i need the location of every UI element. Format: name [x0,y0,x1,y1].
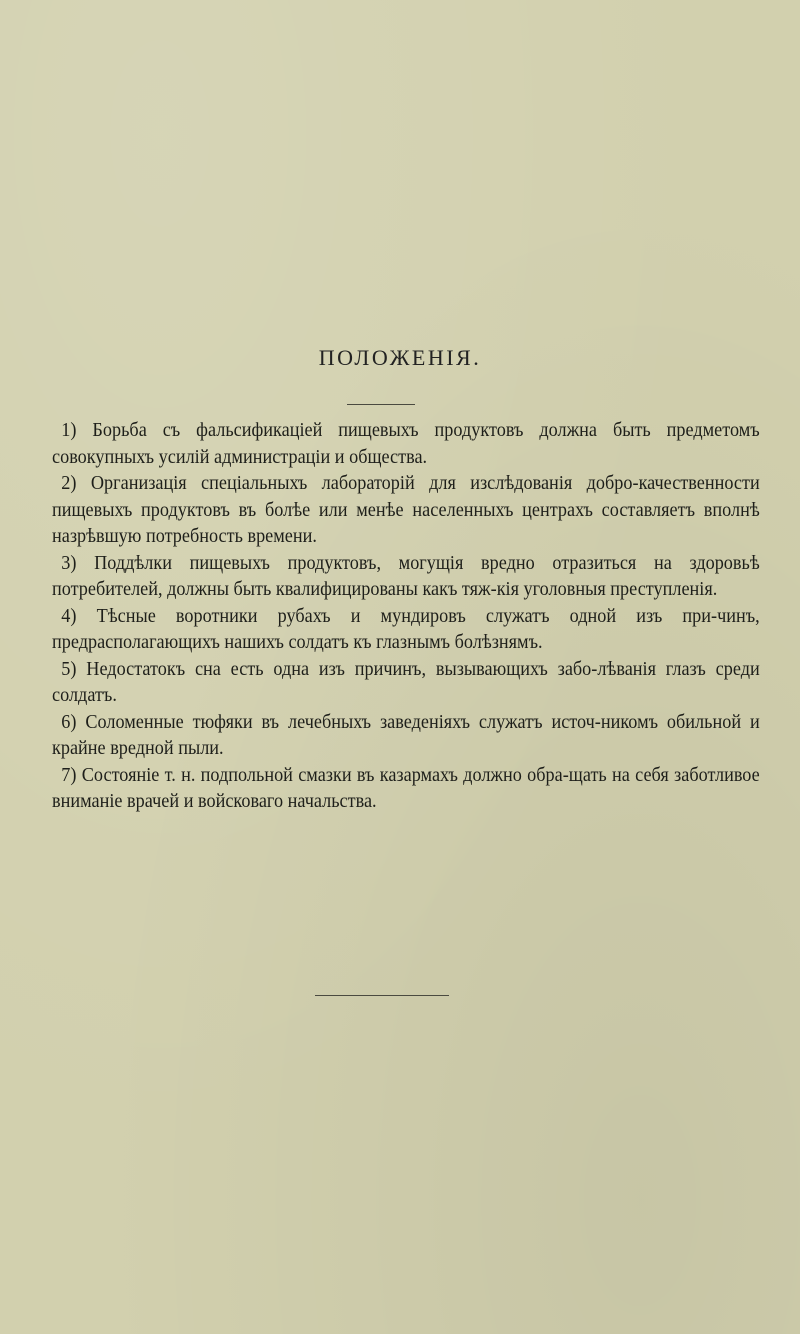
closing-divider [315,995,449,996]
thesis-item-3: 3) Поддѣлки пищевыхъ продуктовъ, могущiя вредно отразиться на здоровьѣ потребителей, должны быть квалифицированы какъ тяж-кiя уголовныя преступленiя. [52,552,760,600]
thesis-item-5: 5) Недостатокъ сна есть одна изъ причинъ, вызывающихъ забо-лѣванiя глазъ среди солдатъ. [52,658,760,706]
thesis-item-2: 2) Организацiя спецiальныхъ лабораторiй для изслѣдованiя добро-качественности пищевыхъ продуктовъ въ болѣе или менѣе населенныхъ центрахъ составляетъ вполнѣ назрѣвшую потребность времени. [52,473,760,547]
page-title: ПОЛОЖЕНIЯ. [318,345,482,370]
thesis-item-6: 6) Соломенные тюфяки въ лечебныхъ заведенiяхъ служатъ источ-никомъ обильной и крайне вредной пыли. [52,711,760,759]
theses-list [52,418,760,816]
thesis-item-7: 7) Состоянiе т. н. подпольной смазки въ казармахъ должно обра-щать на себя заботливое вниманiе врачей и войсковаго начальства. [52,764,760,812]
thesis-item-4: 4) Тѣсные воротники рубахъ и мундировъ служатъ одной изъ при-чинъ, предрасполагающихъ нашихъ солдатъ къ глазнымъ болѣзнямъ. [52,605,760,653]
thesis-item-1: 1) Борьба съ фальсификацiей пищевыхъ продуктовъ должна быть предметомъ совокупныхъ усилiй администрацiи и общества. [52,420,760,468]
title-divider [347,404,415,405]
